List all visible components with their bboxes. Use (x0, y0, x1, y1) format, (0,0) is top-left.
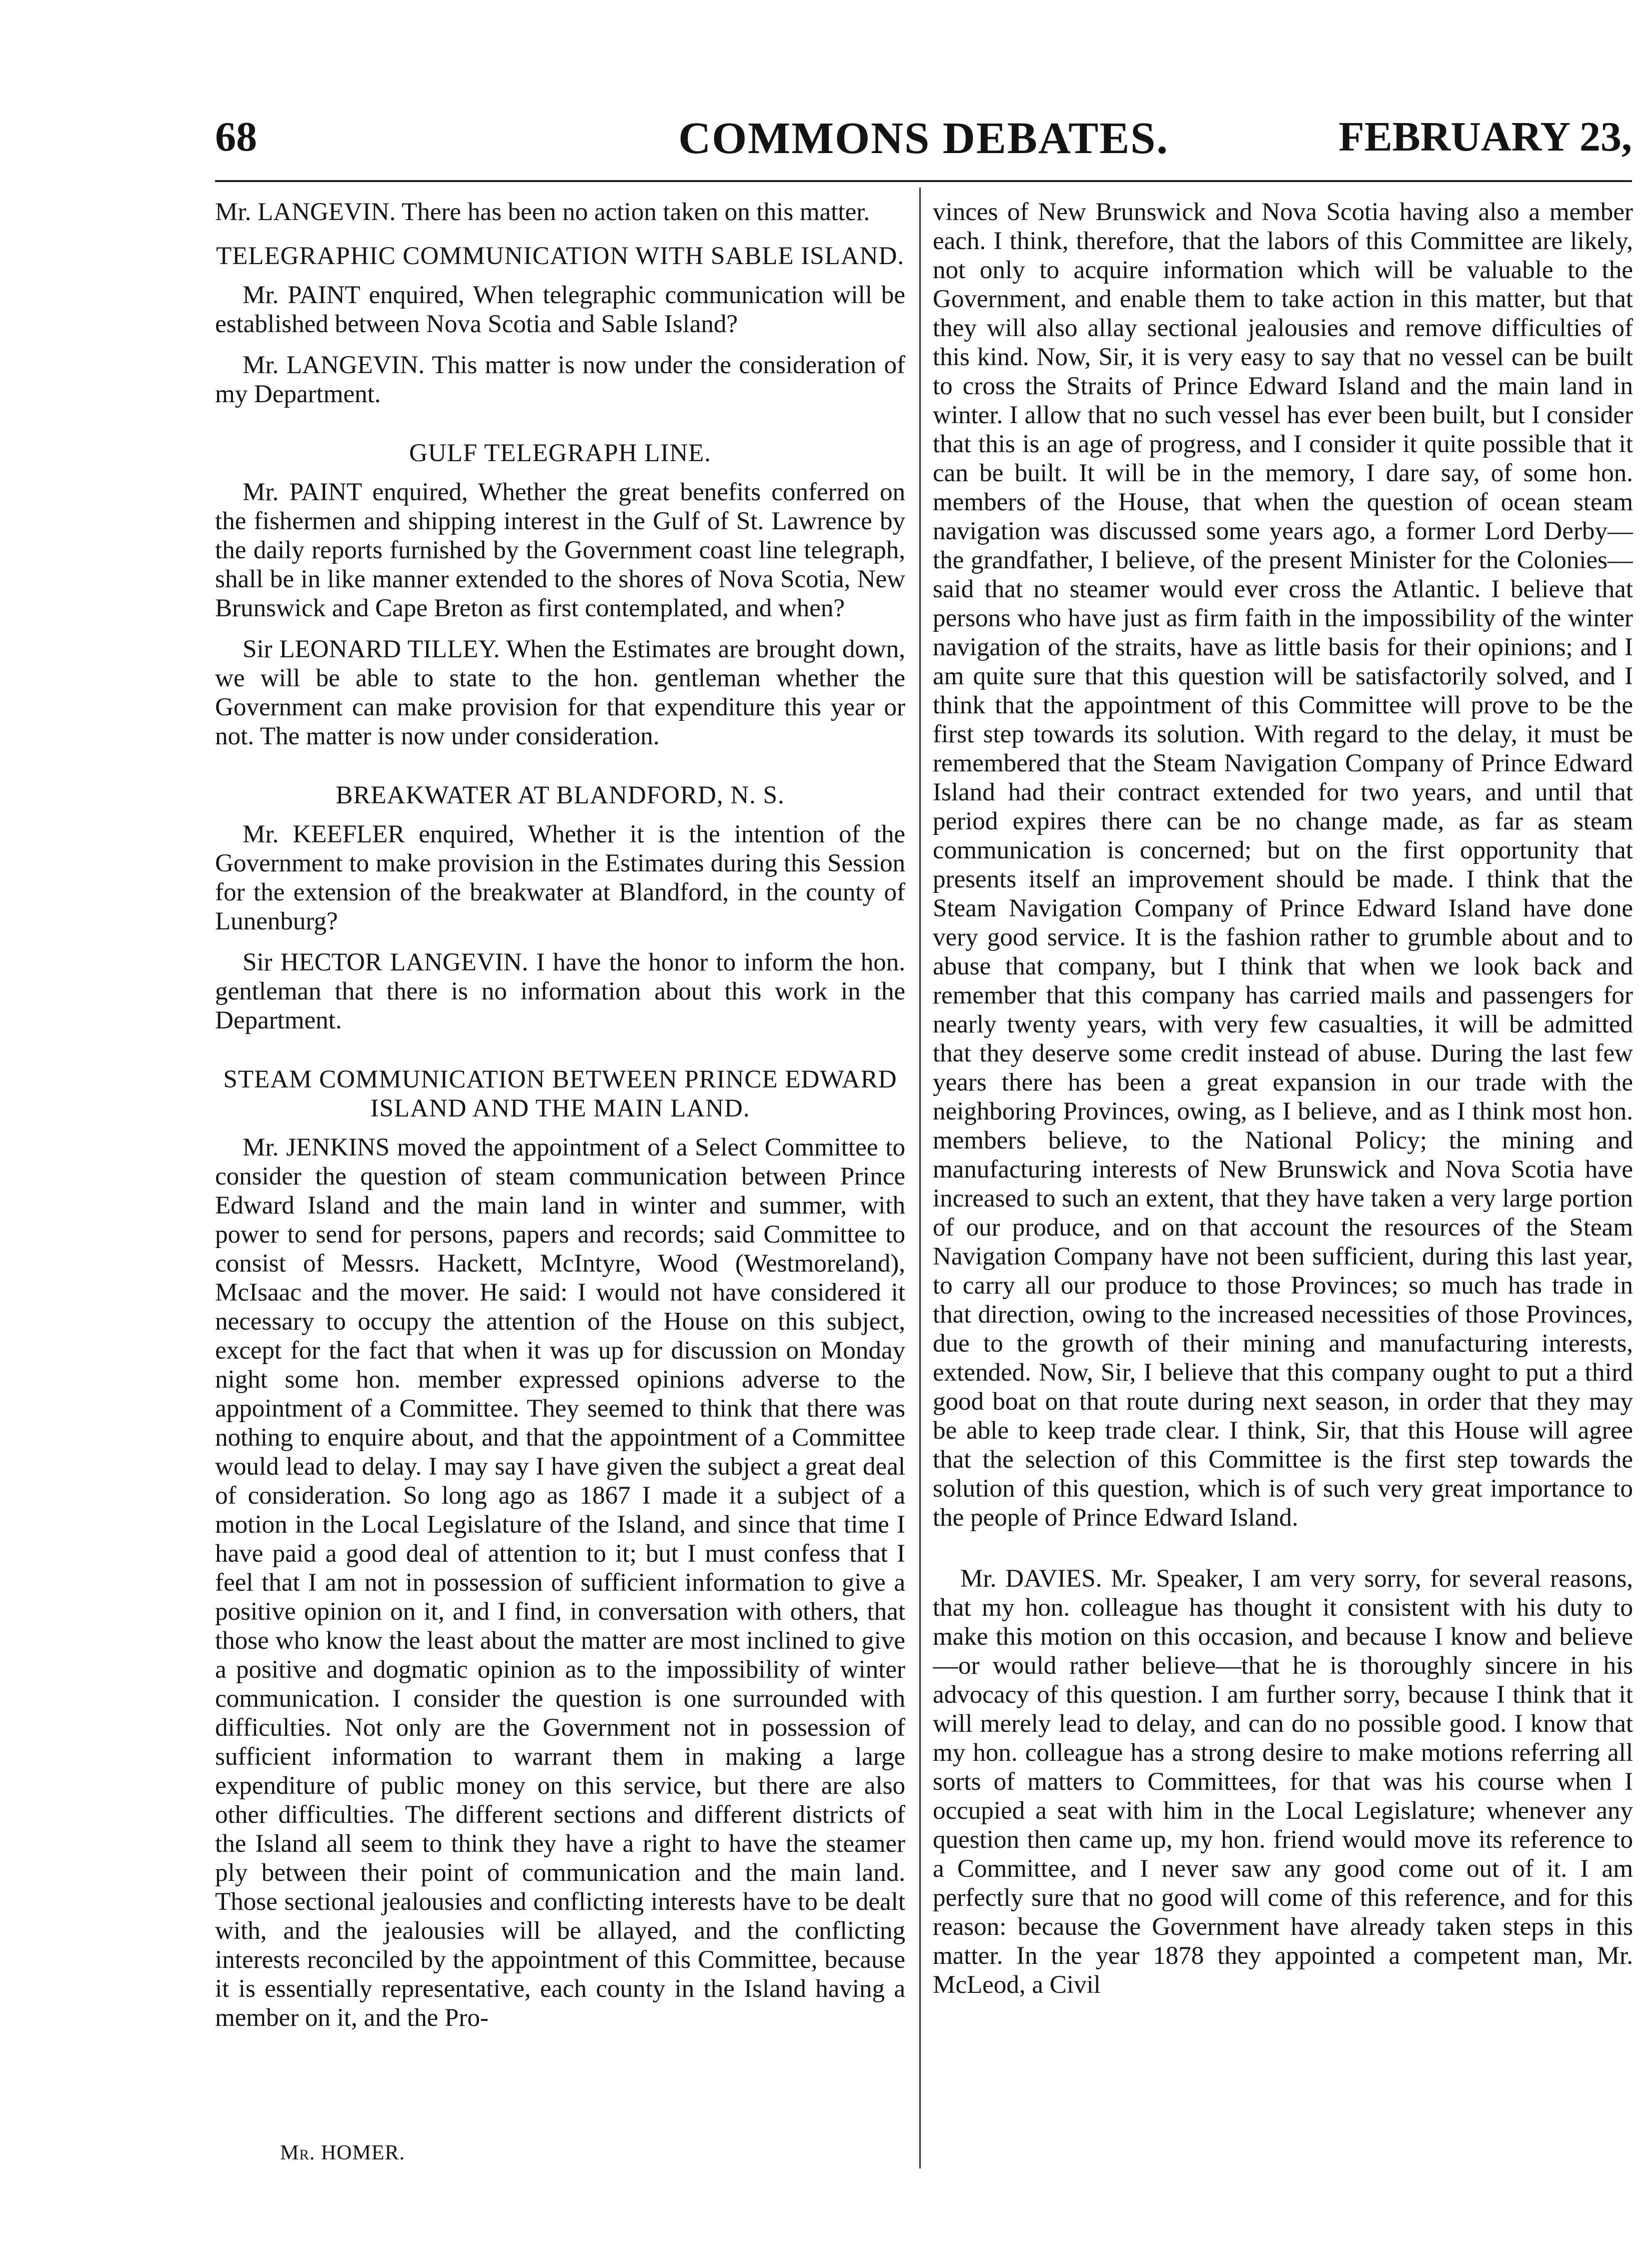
section-heading: STEAM COMMUNICATION BETWEEN PRINCE EDWARD ISLAND AND THE MAIN LAND. (223, 1065, 897, 1122)
section-heading: BREAKWATER AT BLANDFORD, N. S. (336, 781, 785, 809)
header-date: FEBRUARY 23, (1338, 114, 1632, 160)
paragraph: Sir HECTOR LANGEVIN. I have the honor to inform the hon. gentleman that there is no information about this work in the Department. (215, 948, 905, 1034)
footer-signature: Mr. HOMER. (280, 2141, 405, 2164)
paragraph: vinces of New Brunswick and Nova Scotia having also a member each. I think, therefore, that the labors of this Committee are likely, not only to acquire information which will be valuable to the Government, and enable them to take action in this matter, but that they will also allay sectional jealousies and remove difficulties of this kind. Now, Sir, it is very easy to say that no vessel can be built to cross the Straits of Prince Edward Island and the main land in winter. I allow that no such vessel has ever been built, but I consider that this is an age of progress, and I consider it quite possible that it can be built. It will be in the memory, I dare say, of some hon. members of the House, that when the question of ocean steam navigation was discussed some years ago, a former Lord Derby—the grandfather, I believe, of the present Minister for the Colonies—said that no steamer would ever cross the Atlantic. I believe that persons who have just as firm faith in the impossibility of the winter navigation of the straits, have as little basis for their opinions; and I am quite sure that this question will be satisfactorily solved, and I think that the appointment of this Committee will prove to be the first step towards its solution. With regard to the delay, it must be remembered that the Steam Navigation Company of Prince Edward Island had their contract extended for two years, and until that period expires there can be no change made, as far as steam communication is concerned; but on the first opportunity that presents itself an improvement should be made. I think that the Steam Navigation Company of Prince Edward Island have done very good service. It is the fashion rather to grumble about and to abuse that company, but I think that when we look back and remember that this company has carried mails and passengers for nearly twenty years, with very few casualties, it will be admitted that they deserve some credit instead of abuse. During the last few years there has been a great expansion in our trade with the neighboring Provinces, owing, as I believe, and as I think most hon. members believe, to the National Policy; the mining and manufacturing interests of New Brunswick and Nova Scotia have increased to such an extent, that they have taken a very large portion of our produce, and on that account the resources of the Steam Navigation Company have not been sufficient, during this last year, to carry all our produce to those Provinces; so much has trade in that direction, owing to the increased necessities of those Provinces, due to the growth of their mining and manufacturing interests, extended. Now, Sir, I believe that this company ought to put a third good boat on that route during next season, in order that they may be able to keep trade clear. I think, Sir, that this House will agree that the selection of this Committee is the first step towards the solution of this question, which is of such very great importance to the people of Prince Edward Island. (933, 198, 1633, 1532)
paragraph: Mr. JENKINS moved the appointment of a Select Committee to consider the question of steam communication between Prince Edward Island and the main land in winter and summer, with power to send for persons, papers and records; said Committee to consist of Messrs. Hackett, McIntyre, Wood (Westmoreland), McIsaac and the mover. He said: I would not have considered it necessary to occupy the attention of the House on this subject, except for the fact that when it was up for discussion on Monday night some hon. member expressed opinions adverse to the appointment of a Committee. They seemed to think that there was nothing to enquire about, and that the appointment of a Committee would lead to delay. I may say I have given the subject a great deal of consideration. So long ago as 1867 I made it a subject of a motion in the Local Legislature of the Island, and since that time I have paid a good deal of attention to it; but I must confess that I feel that I am not in possession of sufficient information to give a positive opinion on it, and I find, in conversation with others, that those who know the least about the matter are most inclined to give a positive and dogmatic opinion as to the impossibility of winter communication. I consider the question is one surrounded with difficulties. Not only are the Government not in possession of sufficient information to warrant them in making a large expenditure of public money on this service, but there are also other difficulties. The different sections and different districts of the Island all seem to think they have a right to have the steamer ply between their point of communication and the main land. Those sectional jealousies and conflicting interests have to be dealt with, and the jealousies will be allayed, and the conflicting interests reconciled by the appointment of this Committee, because it is essentially representative, each county in the Island having a member on it, and the Pro- (215, 1134, 905, 2032)
running-title: COMMONS DEBATES. (678, 114, 1169, 163)
paragraph: Mr. PAINT enquired, Whether the great benefits conferred on the fishermen and shipping interest in the Gulf of St. Lawrence by the daily reports furnished by the Government coast line telegraph, shall be in like manner extended to the shores of Nova Scotia, New Brunswick and Cape Breton as first contemplated, and when? (215, 478, 905, 622)
right-column (933, 198, 1633, 2143)
header-rule (215, 180, 1632, 182)
left-column (215, 198, 905, 2143)
paragraph: Mr. DAVIES. Mr. Speaker, I am very sorry, for several reasons, that my hon. colleague has thought it consistent with his duty to make this motion on this occasion, and because I know and believe—or would rather believe—that he is thoroughly sincere in his advocacy of this question. I am further sorry, because I think that it will merely lead to delay, and can do no possible good. I know that my hon. colleague has a strong desire to make motions referring all sorts of matters to Committees, for that was his course when I occupied a seat with him in the Local Legislature; whenever any question then came up, my hon. friend would move its reference to a Committee, and I never saw any good come out of it. I am perfectly sure that no good will come of this reference, and for this reason: because the Government have already taken steps in this matter. In the year 1878 they appointed a competent man, Mr. McLeod, a Civil (933, 1565, 1633, 1999)
paragraph: Mr. LANGEVIN. There has been no action taken on this matter. (215, 198, 870, 226)
column-divider (919, 188, 921, 2168)
section-heading: GULF TELEGRAPH LINE. (409, 439, 712, 467)
section-heading: TELEGRAPHIC COMMUNICATION WITH SABLE ISLAND. (216, 242, 905, 270)
paragraph: Mr. LANGEVIN. This matter is now under the consideration of my Department. (215, 351, 905, 408)
paragraph: Mr. PAINT enquired, When telegraphic communication will be established between Nova Scotia and Sable Island? (215, 281, 905, 338)
page-number: 68 (215, 114, 257, 160)
paragraph: Mr. KEEFLER enquired, Whether it is the intention of the Government to make provision in the Estimates during this Session for the extension of the breakwater at Blandford, in the county of Lunenburg? (215, 820, 905, 935)
paragraph-spacer (933, 1544, 1633, 1564)
page-header (215, 113, 1632, 173)
paragraph: Sir LEONARD TILLEY. When the Estimates are brought down, we will be able to state to the hon. gentleman whether the Government can make provision for that expenditure this year or not. The matter is now under consideration. (215, 635, 905, 750)
